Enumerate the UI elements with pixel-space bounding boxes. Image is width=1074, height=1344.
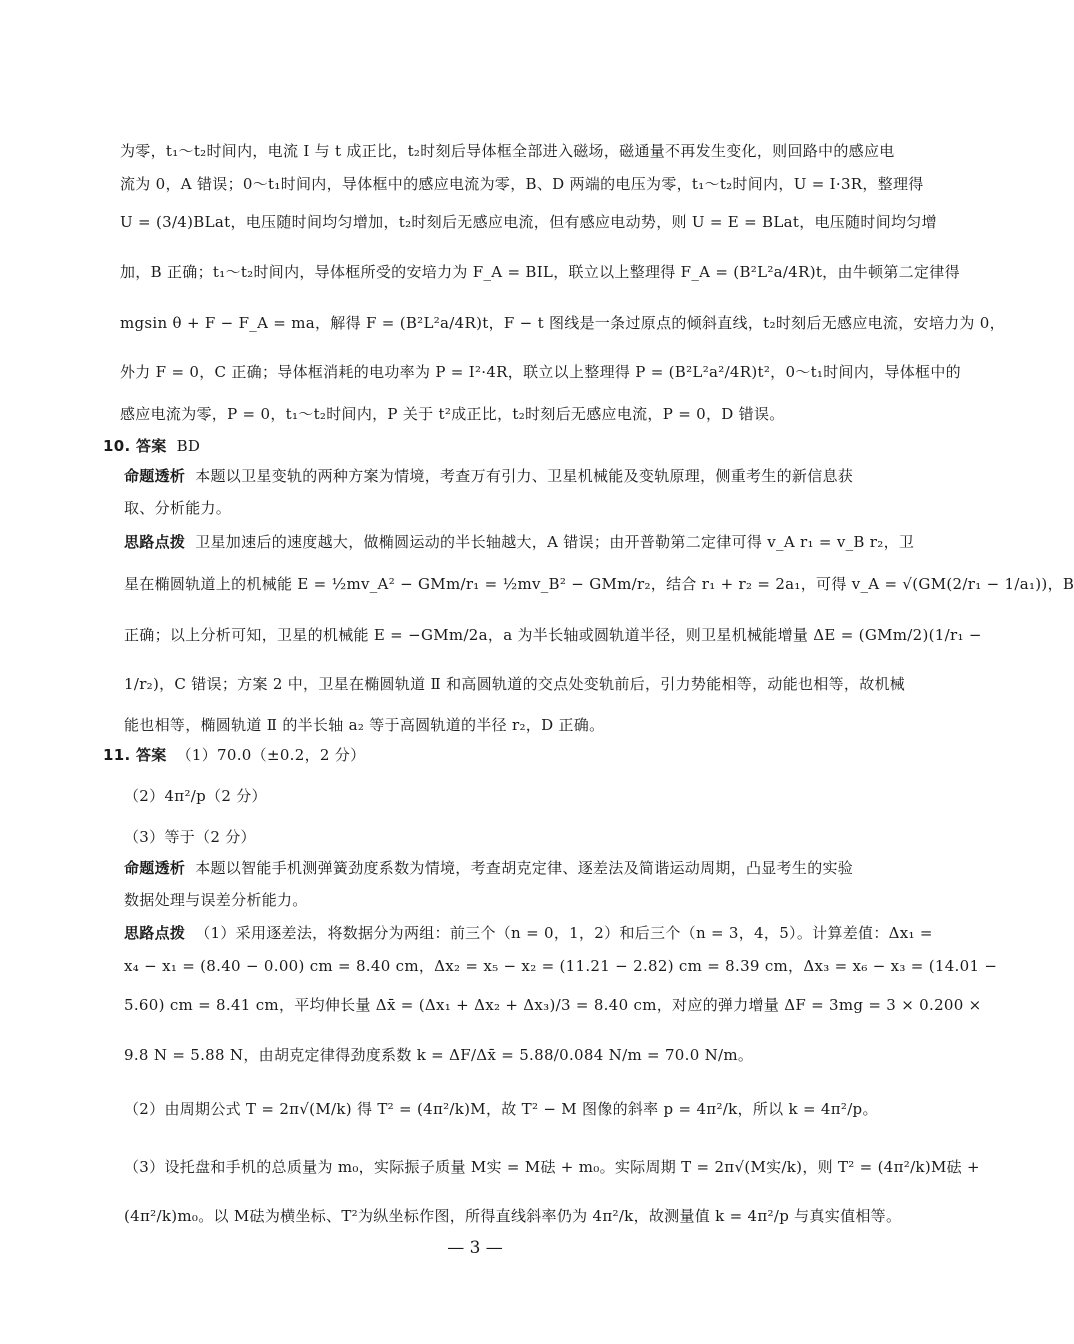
text-line	[0, 890, 1074, 910]
text-line	[0, 1045, 1074, 1065]
line-text: x₄ − x₁ = (8.40 − 0.00) cm = 8.40 cm，Δx₂ = x₅ − x₂ = (11.21 − 2.82) cm = 8.39 cm，Δx₃ = x₆ − x₃ = (14.01 −	[124, 957, 998, 975]
text-line	[0, 923, 1074, 943]
section-heading: 命题透析	[124, 859, 186, 877]
line-text: 加，B 正确；t₁～t₂时间内，导体框所受的安培力为 F_A = BIL，联立以上整理得 F_A = (B²L²a/4R)t，由牛顿第二定律得	[120, 263, 960, 281]
text-line	[0, 362, 1070, 382]
text-line	[0, 466, 1074, 486]
line-text: 数据处理与误差分析能力。	[124, 891, 308, 909]
text-line	[0, 1099, 1074, 1119]
line-text: 流为 0，A 错误；0～t₁时间内，导体框中的感应电流为零，B、D 两端的电压为零，t₁～t₂时间内，U = I·3R，整理得	[120, 175, 924, 193]
text-line	[0, 1157, 1074, 1177]
line-text: 能也相等，椭圆轨道 Ⅱ 的半长轴 a₂ 等于高圆轨道的半径 r₂，D 正确。	[124, 716, 605, 734]
line-text: BD	[176, 437, 201, 455]
text-line	[0, 313, 1070, 333]
text-line	[0, 786, 1074, 806]
section-heading: 10. 答案	[103, 437, 167, 455]
text-line	[0, 174, 1070, 194]
text-line	[0, 674, 1074, 694]
text-line	[0, 858, 1074, 878]
line-text: （1）70.0（±0.2，2 分）	[176, 746, 366, 764]
line-text: 本题以智能手机测弹簧劲度系数为情境，考查胡克定律、逐差法及简谐运动周期，凸显考生的实验	[195, 859, 854, 877]
line-text: 本题以卫星变轨的两种方案为情境，考查万有引力、卫星机械能及变轨原理，侧重考生的新信息获	[195, 467, 854, 485]
section-heading: 命题透析	[124, 467, 186, 485]
text-line	[0, 574, 1074, 594]
line-text: 为零，t₁～t₂时间内，电流 I 与 t 成正比，t₂时刻后导体框全部进入磁场，磁通量不再发生变化，则回路中的感应电	[120, 142, 895, 160]
line-text: （2）4π²/p（2 分）	[124, 787, 267, 805]
text-line	[0, 532, 1074, 552]
text-line	[0, 404, 1070, 424]
line-text: （3）设托盘和手机的总质量为 m₀，实际振子质量 M实 = M砝 + m₀。实际周期 T = 2π√(M实/k)，则 T² = (4π²/k)M砝 +	[124, 1158, 980, 1176]
text-line	[0, 956, 1074, 976]
line-text: 5.60) cm = 8.41 cm，平均伸长量 Δx̄ = (Δx₁ + Δx₂ + Δx₃)/3 = 8.40 cm，对应的弹力增量 ΔF = 3mg = 3 × 0.200 ×	[124, 996, 982, 1014]
line-text: 正确；以上分析可知，卫星的机械能 E = −GMm/2a，a 为半长轴或圆轨道半径，则卫星机械能增量 ΔE = (GMm/2)(1/r₁ −	[124, 626, 982, 644]
line-text: （2）由周期公式 T = 2π√(M/k) 得 T² = (4π²/k)M，故 T² − M 图像的斜率 p = 4π²/k，所以 k = 4π²/p。	[124, 1100, 878, 1118]
text-line	[0, 212, 1070, 232]
text-line	[0, 498, 1074, 518]
line-text: （1）采用逐差法，将数据分为两组：前三个（n = 0，1，2）和后三个（n = 3，4，5）。计算差值：Δx₁ =	[195, 924, 933, 942]
text-line	[0, 715, 1074, 735]
text-line	[0, 995, 1074, 1015]
line-text: 1/r₂)，C 错误；方案 2 中，卫星在椭圆轨道 Ⅱ 和高圆轨道的交点处变轨前后，引力势能相等，动能也相等，故机械	[124, 675, 906, 693]
section-heading: 11. 答案	[103, 746, 167, 764]
line-text: （3）等于（2 分）	[124, 828, 256, 846]
line-text: 卫星加速后的速度越大，做椭圆运动的半长轴越大，A 错误；由开普勒第二定律可得 v_A r₁ = v_B r₂，卫	[195, 533, 915, 551]
text-line	[0, 827, 1074, 847]
line-text: U = (3/4)BLat，电压随时间均匀增加，t₂时刻后无感应电流，但有感应电动势，则 U = E = BLat，电压随时间均匀增	[120, 213, 937, 231]
text-line	[0, 436, 1053, 456]
line-text: mgsin θ + F − F_A = ma，解得 F = (B²L²a/4R)t，F − t 图线是一条过原点的倾斜直线，t₂时刻后无感应电流，安培力为 0，	[120, 314, 1005, 332]
line-text: 星在椭圆轨道上的机械能 E = ½mv_A² − GMm/r₁ = ½mv_B² − GMm/r₂，结合 r₁ + r₂ = 2a₁，可得 v_A = √(GM(2/r₁ − 1/a₁))，B	[124, 575, 1074, 593]
line-text: 取、分析能力。	[124, 499, 232, 517]
section-heading: 思路点拨	[124, 533, 186, 551]
text-line	[0, 745, 1053, 765]
line-text: (4π²/k)m₀。以 M砝为横坐标、T²为纵坐标作图，所得直线斜率仍为 4π²/k，故测量值 k = 4π²/p 与真实值相等。	[124, 1207, 902, 1225]
section-heading: 思路点拨	[124, 924, 186, 942]
text-line	[0, 262, 1070, 282]
text-line	[0, 141, 1070, 161]
line-text: 9.8 N = 5.88 N，由胡克定律得劲度系数 k = ΔF/Δx̄ = 5.88/0.084 N/m = 70.0 N/m。	[124, 1046, 754, 1064]
line-text: 感应电流为零，P = 0，t₁～t₂时间内，P 关于 t²成正比，t₂时刻后无感应电流，P = 0，D 错误。	[120, 405, 785, 423]
text-line	[0, 1206, 1074, 1226]
page-number: — 3 —	[447, 1238, 503, 1258]
line-text: 外力 F = 0，C 正确；导体框消耗的电功率为 P = I²·4R，联立以上整理得 P = (B²L²a²/4R)t²，0～t₁时间内，导体框中的	[120, 363, 961, 381]
text-line	[0, 625, 1074, 645]
